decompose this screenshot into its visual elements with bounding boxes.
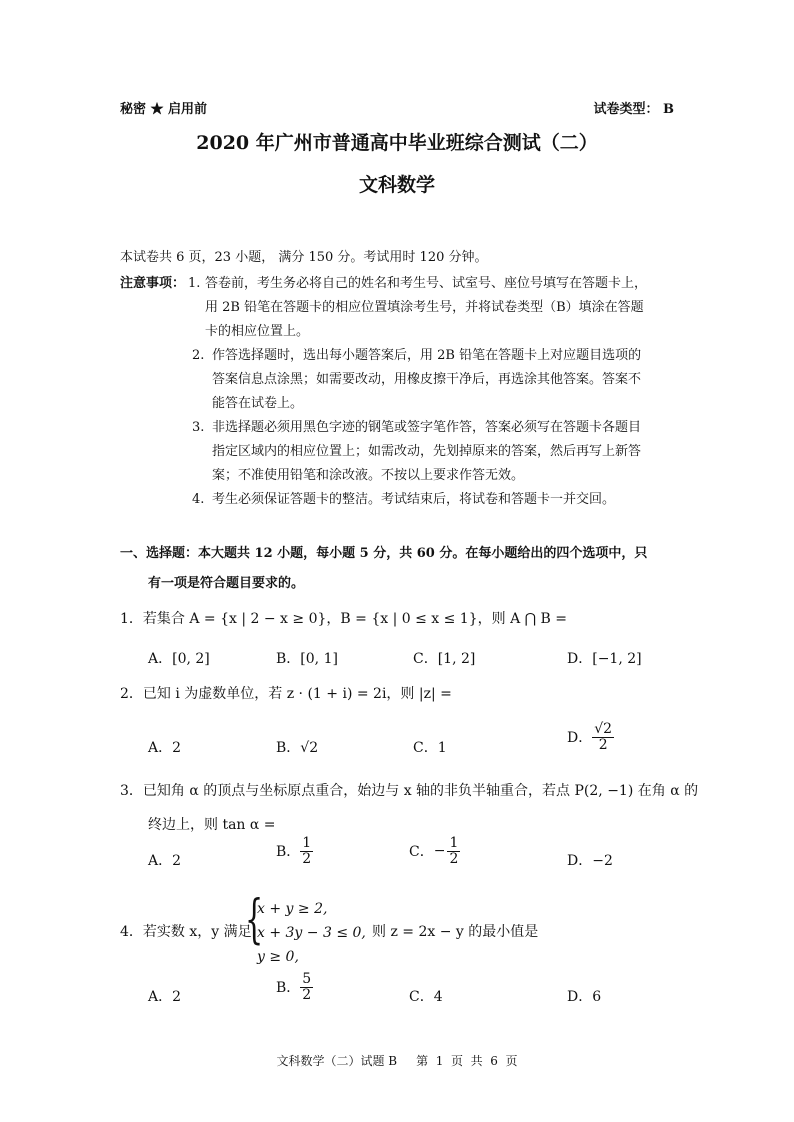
- option-label: C．: [413, 740, 438, 756]
- note-line: 考生必须保证答题卡的整洁。考试结束后，将试卷和答题卡一并交回。: [212, 492, 616, 507]
- fraction: [592, 722, 614, 752]
- fraction: [300, 836, 313, 866]
- fraction-denominator: 2: [449, 850, 459, 867]
- option-value: −2: [592, 853, 613, 869]
- intro-text: 本试卷共 6 页，23 小题， 满分 150 分。考试用时 120 分钟。: [120, 250, 488, 265]
- fraction-numerator: √2: [594, 721, 613, 737]
- option-value: 1: [437, 740, 447, 756]
- option-value: 2: [172, 853, 182, 869]
- option-label: B．: [276, 740, 301, 756]
- option-value: 2: [172, 989, 182, 1005]
- option-a: [148, 737, 181, 757]
- note-line: 非选择题必须用黑色字迹的钢笔或签字笔作答，答案必须写在答题卡各题目: [212, 420, 642, 435]
- page-title: 2020 年广州市普通高中毕业班综合测试（二）: [196, 132, 598, 154]
- option-label: C．: [409, 844, 434, 861]
- question-3-cont: 终边上，则 tan α =: [148, 817, 276, 833]
- fraction: [300, 972, 313, 1002]
- option-label: D．: [567, 989, 593, 1005]
- fraction-numerator: 5: [302, 971, 312, 987]
- option-label: A．: [148, 651, 173, 667]
- section-heading: 一、选择题：本大题共 12 小题，每小题 5 分，共 60 分。在每小题给出的四个选项中，只: [120, 546, 648, 561]
- option-label: A．: [148, 740, 173, 756]
- option-label: A．: [148, 853, 173, 869]
- notes-label: 注意事项：: [120, 276, 186, 291]
- note-number: 4.: [192, 492, 205, 507]
- option-value: [1, 2]: [437, 651, 476, 667]
- option-c: [413, 648, 475, 668]
- option-c: [413, 737, 447, 757]
- page-subtitle: 文科数学: [358, 174, 435, 196]
- option-c: [409, 836, 460, 866]
- option-b: [276, 648, 338, 668]
- option-b: [276, 972, 313, 1002]
- option-b: [276, 836, 313, 866]
- paper-type-label: 试卷类型： B: [593, 102, 674, 117]
- option-label: C．: [409, 989, 434, 1005]
- secret-label: 秘密 ★ 启用前: [120, 102, 208, 117]
- minus-sign: −: [433, 843, 446, 860]
- fraction: [447, 836, 460, 866]
- option-d: [567, 722, 614, 752]
- option-label: D．: [567, 730, 593, 747]
- note-line: 用 2B 铅笔在答题卡的相应位置填涂考生号，并将试卷类型（B）填涂在答题: [205, 300, 644, 315]
- constraint: x + y ≥ 2,: [257, 901, 328, 917]
- fraction-denominator: 2: [302, 850, 312, 867]
- option-label: B．: [276, 844, 301, 861]
- section-heading-cont: 有一项是符合题目要求的。: [148, 576, 305, 591]
- note-line: 答案信息点涂黑；如需要改动，用橡皮擦干净后，再选涂其他答案。答案不: [212, 372, 642, 387]
- question-4-post: 则 z = 2x − y 的最小值是: [372, 924, 539, 940]
- option-value: 2: [172, 740, 182, 756]
- note-line: 卡的相应位置上。: [205, 324, 310, 339]
- constraint: x + 3y − 3 ≤ 0,: [257, 925, 366, 941]
- option-d: [567, 648, 642, 668]
- question-4-pre: 4．若实数 x，y 满足: [120, 924, 252, 940]
- option-value: [0, 1]: [300, 651, 338, 667]
- option-value: [0, 2]: [172, 651, 210, 667]
- note-line: 能答在试卷上。: [212, 396, 304, 411]
- option-a: [148, 850, 181, 870]
- question-1: 1．若集合 A = {x | 2 − x ≥ 0}，B = {x | 0 ≤ x ≤ 1}，则 A ⋂ B =: [120, 611, 568, 627]
- note-line: 作答选择题时，选出每小题答案后，用 2B 铅笔在答题卡上对应题目选项的: [212, 348, 642, 363]
- constraint-system: [257, 897, 366, 969]
- fraction-denominator: 2: [302, 986, 312, 1003]
- option-label: D．: [567, 853, 593, 869]
- option-d: [567, 850, 613, 870]
- constraint: y ≥ 0,: [257, 949, 299, 965]
- page-footer: 文科数学（二）试题 B 第 1 页 共 6 页: [276, 1054, 518, 1068]
- option-label: A．: [148, 989, 173, 1005]
- option-b: [276, 737, 318, 757]
- note-number: 3.: [192, 420, 205, 435]
- option-c: [409, 986, 443, 1006]
- option-value: 4: [433, 989, 443, 1005]
- fraction-denominator: 2: [598, 736, 608, 753]
- option-label: B．: [276, 980, 301, 997]
- option-d: [567, 986, 601, 1006]
- note-line: 答卷前，考生务必将自己的姓名和考生号、试室号、座位号填写在答题卡上，: [205, 276, 648, 291]
- question-2: 2．已知 i 为虚数单位，若 z · (1 + i) = 2i，则 |z| =: [120, 686, 452, 702]
- note-line: 指定区域内的相应位置上；如需改动，先划掉原来的答案，然后再写上新答: [212, 444, 642, 459]
- option-label: C．: [413, 651, 438, 667]
- option-a: [148, 986, 181, 1006]
- option-label: B．: [276, 651, 301, 667]
- note-number: 2.: [192, 348, 205, 363]
- brace-icon: {: [245, 890, 264, 950]
- option-label: D．: [567, 651, 593, 667]
- option-value: 6: [592, 989, 602, 1005]
- option-a: [148, 648, 210, 668]
- question-3: 3．已知角 α 的顶点与坐标原点重合，始边与 x 轴的非负半轴重合，若点 P(2, −1) 在角 α 的: [120, 783, 699, 799]
- note-line: 案；不准使用铅笔和涂改液。不按以上要求作答无效。: [212, 468, 525, 483]
- fraction-numerator: 1: [449, 835, 459, 851]
- fraction-numerator: 1: [302, 835, 312, 851]
- option-value: [−1, 2]: [592, 651, 642, 667]
- option-value: √2: [300, 740, 319, 756]
- note-number: 1.: [188, 276, 201, 291]
